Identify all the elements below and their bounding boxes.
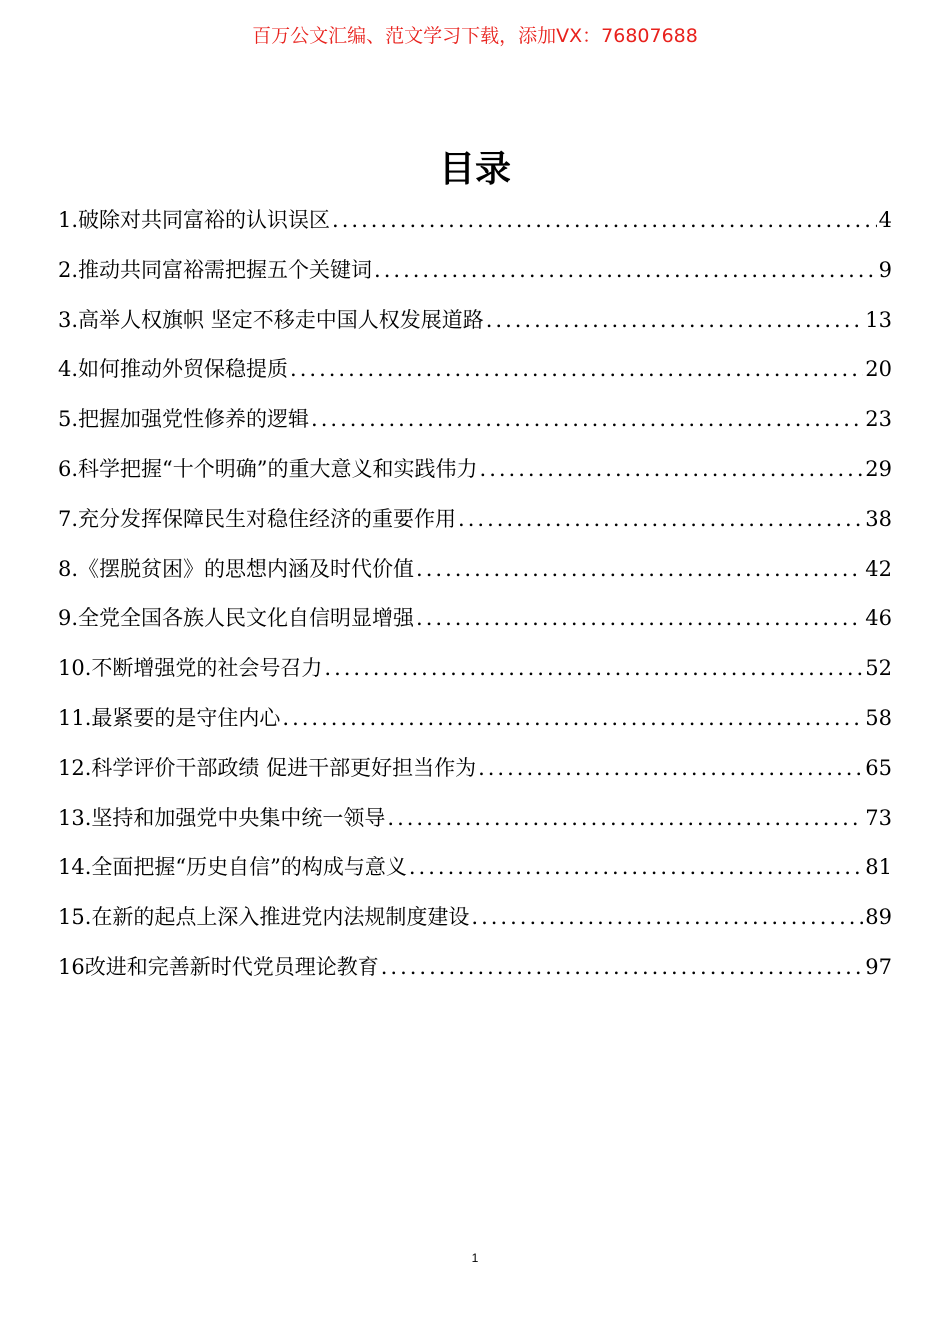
toc-entry[interactable] [58, 644, 892, 694]
toc-entry[interactable] [58, 794, 892, 844]
toc-entry-title: 16改进和完善新时代党员理论教育 [58, 954, 379, 979]
toc-entry-title: 14.全面把握“历史自信”的构成与意义 [58, 855, 407, 880]
toc-entry-title: 1.破除对共同富裕的认识误区 [58, 208, 331, 232]
toc-dot-leader [416, 594, 863, 644]
toc-entry[interactable] [58, 345, 892, 395]
toc-page-number: 9 [878, 257, 892, 282]
toc-dot-leader [381, 943, 864, 993]
toc-dot-leader [486, 296, 864, 346]
toc-dot-leader [311, 395, 863, 445]
toc-entry[interactable] [58, 943, 892, 993]
toc-entry[interactable] [58, 196, 892, 246]
toc-entry-title: 9.全党全国各族人民文化自信明显增强 [58, 606, 415, 631]
toc-page-number: 65 [865, 755, 892, 780]
toc-entry-title: 10.不断增强党的社会号召力 [58, 656, 323, 681]
toc-entry-title: 8.《摆脱贫困》的思想内涵及时代价值 [58, 556, 415, 581]
page-number: 1 [471, 1251, 479, 1265]
toc-page-number: 13 [865, 307, 892, 332]
header-banner: 百万公文汇编、范文学习下载，添加VX：76807688 [252, 25, 698, 47]
toc-page-number: 89 [865, 905, 892, 930]
toc-dot-leader [471, 893, 863, 943]
table-of-contents [58, 196, 892, 993]
toc-page-number: 4 [878, 208, 892, 232]
toc-entry-title: 4.如何推动外贸保稳提质 [58, 357, 289, 382]
toc-entry[interactable] [58, 495, 892, 545]
toc-page-number: 46 [865, 606, 892, 631]
toc-entry[interactable] [58, 694, 892, 744]
toc-page-number: 23 [865, 407, 892, 432]
toc-entry[interactable] [58, 395, 892, 445]
toc-dot-leader [374, 246, 877, 296]
toc-entry[interactable] [58, 744, 892, 794]
toc-dot-leader [282, 694, 863, 744]
toc-dot-leader [332, 196, 877, 246]
toc-entry-title: 11.最紧要的是守住内心 [58, 705, 281, 730]
toc-page-number: 97 [865, 954, 892, 979]
toc-entry-title: 7.充分发挥保障民生对稳住经济的重要作用 [58, 506, 457, 531]
toc-entry-title: 15.在新的起点上深入推进党内法规制度建设 [58, 905, 470, 930]
toc-page-number: 20 [865, 357, 892, 382]
toc-dot-leader [324, 644, 863, 694]
toc-entry-title: 3.高举人权旗帜 坚定不移走中国人权发展道路 [58, 307, 484, 332]
toc-entry[interactable] [58, 594, 892, 644]
toc-dot-leader [290, 345, 863, 395]
toc-entry-title: 2.推动共同富裕需把握五个关键词 [58, 257, 373, 282]
toc-entry[interactable] [58, 296, 892, 346]
toc-page-number: 29 [865, 456, 892, 481]
toc-page-number: 58 [865, 705, 892, 730]
toc-page-number: 73 [865, 805, 892, 830]
toc-entry[interactable] [58, 893, 892, 943]
toc-dot-leader [387, 794, 863, 844]
toc-entry-title: 5.把握加强党性修养的逻辑 [58, 407, 310, 432]
toc-entry-title: 13.坚持和加强党中央集中统一领导 [58, 805, 386, 830]
toc-page-number: 42 [865, 556, 892, 581]
toc-page-number: 81 [865, 855, 892, 880]
toc-page-number: 52 [865, 656, 892, 681]
toc-dot-leader [458, 495, 863, 545]
toc-entry[interactable] [58, 445, 892, 495]
toc-dot-leader [480, 445, 864, 495]
toc-entry-title: 12.科学评价干部政绩 促进干部更好担当作为 [58, 755, 477, 780]
toc-entry[interactable] [58, 843, 892, 893]
toc-entry[interactable] [58, 246, 892, 296]
toc-page-number: 38 [865, 506, 892, 531]
toc-dot-leader [409, 843, 863, 893]
toc-title: 目录 [438, 149, 511, 190]
toc-entry[interactable] [58, 545, 892, 595]
toc-dot-leader [416, 545, 863, 595]
toc-entry-title: 6.科学把握“十个明确”的重大意义和实践伟力 [58, 456, 478, 481]
toc-dot-leader [478, 744, 863, 794]
